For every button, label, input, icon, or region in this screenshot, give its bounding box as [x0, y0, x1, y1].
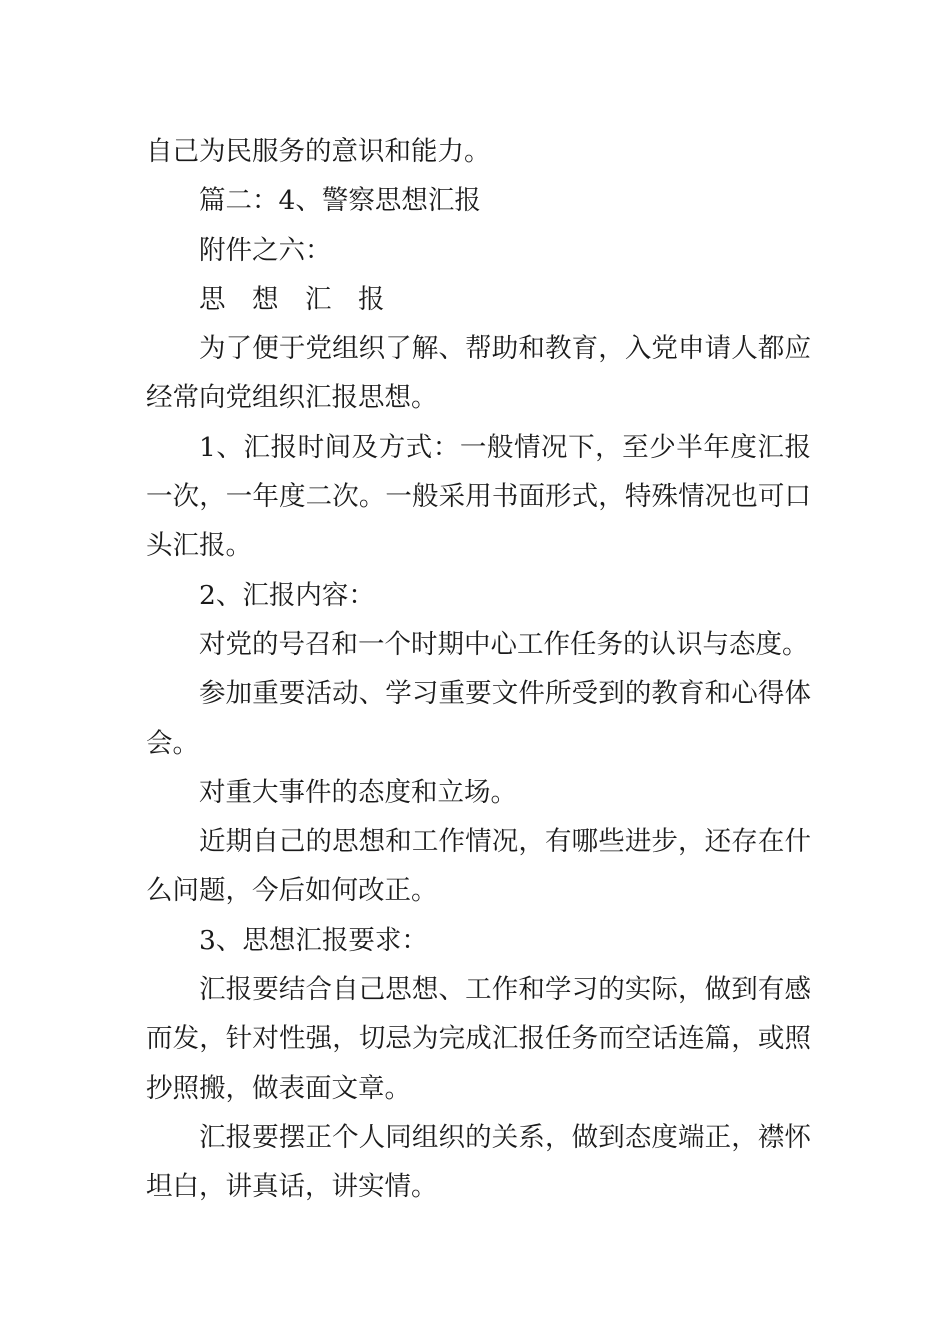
- paragraph-report-title: 思 想 汇 报: [199, 283, 385, 315]
- paragraph-content-d: 近期自己的思想和工作情况，有哪些进步，还存在什么问题，今后如何改正。: [146, 826, 811, 907]
- paragraph-requirement-a: 汇报要结合自己思想、工作和学习的实际，做到有感而发，针对性强，切忌为完成汇报任务而空话连篇，或照抄照搬，做表面文章。: [146, 974, 811, 1104]
- paragraph-item-2-heading: 2、汇报内容：: [199, 579, 375, 611]
- paragraph-requirement-b: 汇报要摆正个人同组织的关系，做到态度端正，襟怀坦白，讲真话，讲实情。: [146, 1121, 811, 1203]
- paragraph-continuation: 自己为民服务的意识和能力。: [146, 136, 491, 167]
- paragraph-intro: 为了便于党组织了解、帮助和教育，入党申请人都应经常向党组织汇报思想。: [146, 333, 811, 414]
- document-body: [146, 127, 811, 1212]
- paragraph-attachment-label: 附件之六：: [199, 234, 332, 266]
- paragraph-item-1-time-method: 1、汇报时间及方式：一般情况下，至少半年度汇报一次，一年度二次。一般采用书面形式，特殊情况也可口头汇报。: [146, 431, 811, 562]
- paragraph-content-c: 对重大事件的态度和立场。: [199, 776, 517, 808]
- paragraph-item-3-heading: 3、思想汇报要求：: [199, 924, 428, 956]
- paragraph-section-heading: 篇二：4、警察思想汇报: [199, 185, 481, 217]
- paragraph-content-a: 对党的号召和一个时期中心工作任务的认识与态度。: [199, 628, 809, 660]
- paragraph-content-b: 参加重要活动、学习重要文件所受到的教育和心得体会。: [146, 678, 811, 759]
